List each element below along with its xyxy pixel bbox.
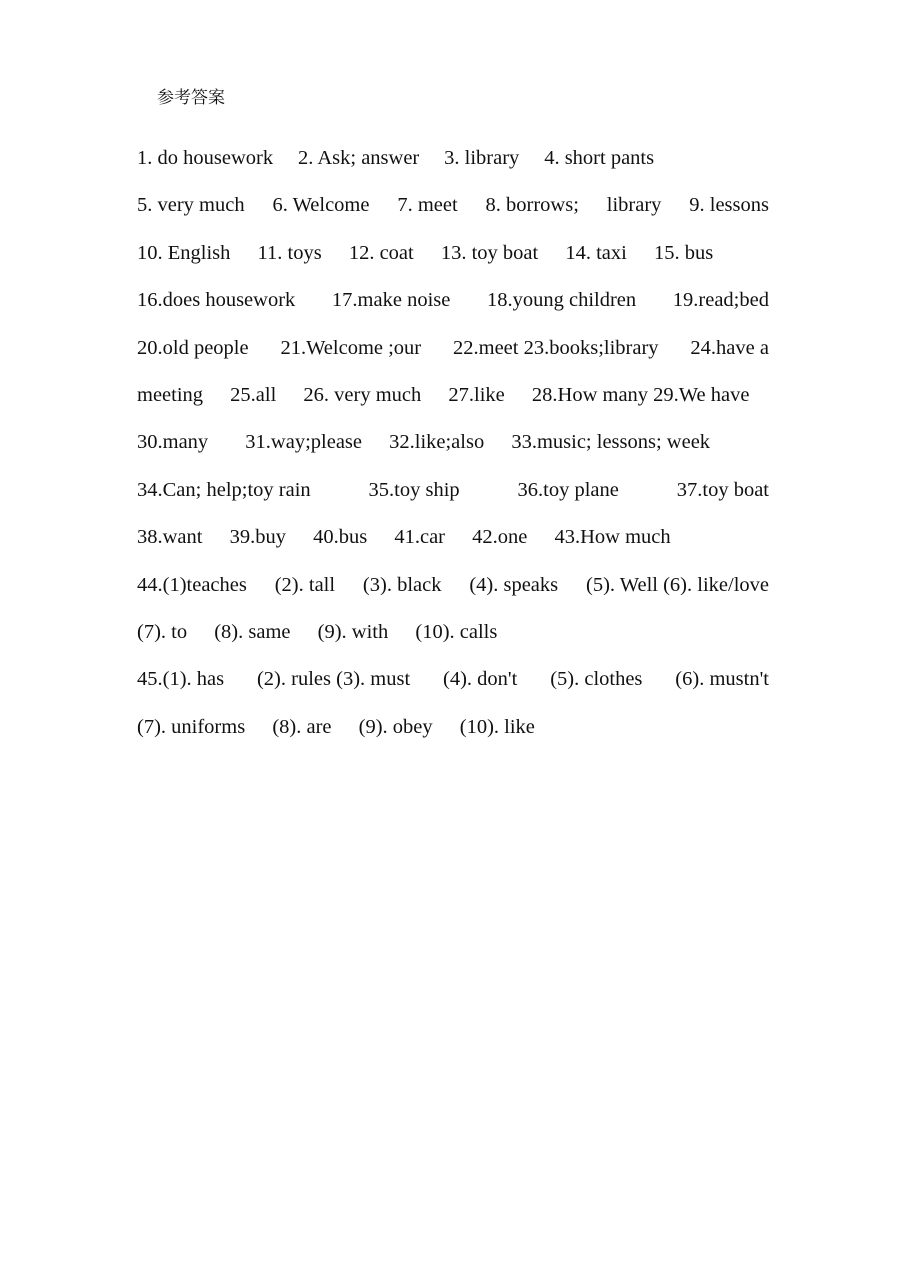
answer-item: 41.car	[394, 526, 445, 549]
answer-line-6	[137, 377, 769, 424]
answer-item: (4). speaks	[469, 573, 559, 596]
line-spacer	[679, 140, 769, 187]
answer-item: 6. Welcome	[272, 194, 370, 217]
answer-item: 5. very much	[137, 194, 245, 217]
answer-item: (10). calls	[415, 620, 498, 643]
answer-item: 3. library	[444, 147, 520, 169]
answer-item: 17.make noise	[331, 289, 451, 312]
answer-item: (10). like	[459, 715, 535, 738]
answer-line-12	[137, 661, 769, 708]
answer-item: (6). mustn't	[675, 668, 769, 691]
answer-item: 38.want	[137, 526, 203, 549]
answer-item: 33.music; lessons; week	[511, 431, 711, 454]
answer-item: 18.young children	[486, 289, 637, 312]
answer-line-8	[137, 472, 769, 519]
answer-item: 9. lessons	[689, 194, 769, 217]
answer-item: meeting	[137, 383, 204, 406]
answer-list	[137, 140, 769, 756]
answer-item: 15. bus	[653, 241, 714, 264]
answer-item: 30.many	[137, 431, 209, 454]
answer-line-13	[137, 709, 769, 756]
answer-line-3	[137, 235, 769, 282]
answer-item: (5). Well (6). like/love	[586, 573, 769, 596]
answer-item: (9). with	[317, 620, 389, 643]
answer-item: 32.like;also	[389, 431, 485, 454]
answer-line-10	[137, 567, 769, 614]
answer-item: 16.does housework	[137, 289, 296, 312]
answer-item: (3). black	[362, 573, 442, 596]
answer-item: 21.Welcome ;our	[280, 336, 422, 359]
answer-item: 37.toy boat	[676, 478, 769, 501]
answer-item: (8). same	[214, 620, 291, 643]
answer-item: 43.How much	[554, 526, 671, 549]
answer-item: 36.toy plane	[517, 478, 619, 501]
answer-item: 14. taxi	[565, 241, 627, 264]
answer-item: (2). rules (3). must	[256, 668, 411, 691]
answer-item: 20.old people	[137, 336, 249, 359]
answer-item: 11. toys	[257, 241, 322, 264]
answer-item: (4). don't	[443, 668, 518, 691]
answer-item: 1. do housework	[137, 147, 274, 169]
answer-item: 35.toy ship	[368, 478, 460, 501]
answer-item: 13. toy boat	[440, 241, 539, 264]
answer-item: 7. meet	[397, 194, 458, 217]
answer-item: 42.one	[472, 526, 528, 549]
answer-item: (8). are	[272, 715, 332, 738]
answer-item: 26. very much	[303, 383, 422, 406]
answer-item: library	[606, 194, 662, 217]
answer-item: 24.have a	[690, 336, 769, 359]
answer-item: (7). uniforms	[137, 715, 246, 738]
answer-item: 8. borrows;	[485, 194, 579, 217]
answer-item: (2). tall	[274, 573, 336, 596]
answer-item: 39.buy	[229, 526, 286, 549]
answer-line-1	[137, 140, 769, 187]
answer-line-5	[137, 330, 769, 377]
answer-line-2	[137, 187, 769, 234]
answer-item: (7). to	[137, 620, 188, 643]
page-title: 参考答案	[157, 88, 225, 108]
answer-line-11	[137, 614, 769, 661]
answer-item: 45.(1). has	[137, 668, 225, 691]
answer-line-7	[137, 424, 769, 471]
answer-item: 10. English	[137, 241, 231, 264]
answer-item: 25.all	[230, 383, 277, 406]
answer-item: 44.(1)teaches	[137, 573, 247, 596]
answer-item: (5). clothes	[550, 668, 643, 691]
answer-item: 31.way;please	[245, 431, 362, 454]
answer-item: 22.meet 23.books;library	[453, 336, 659, 359]
answer-item: 28.How many 29.We have	[531, 383, 750, 406]
answer-item: 2. Ask; answer	[297, 147, 420, 169]
answer-line-4	[137, 282, 769, 329]
answer-item: 19.read;bed	[672, 289, 769, 312]
answer-item: 4. short pants	[544, 147, 655, 169]
answer-line-9	[137, 519, 769, 566]
answer-item: 40.bus	[313, 526, 368, 549]
answer-item: (9). obey	[358, 715, 433, 738]
answer-item: 12. coat	[348, 241, 414, 264]
answer-item: 27.like	[448, 383, 505, 406]
answer-item: 34.Can; help;toy rain	[137, 478, 311, 501]
